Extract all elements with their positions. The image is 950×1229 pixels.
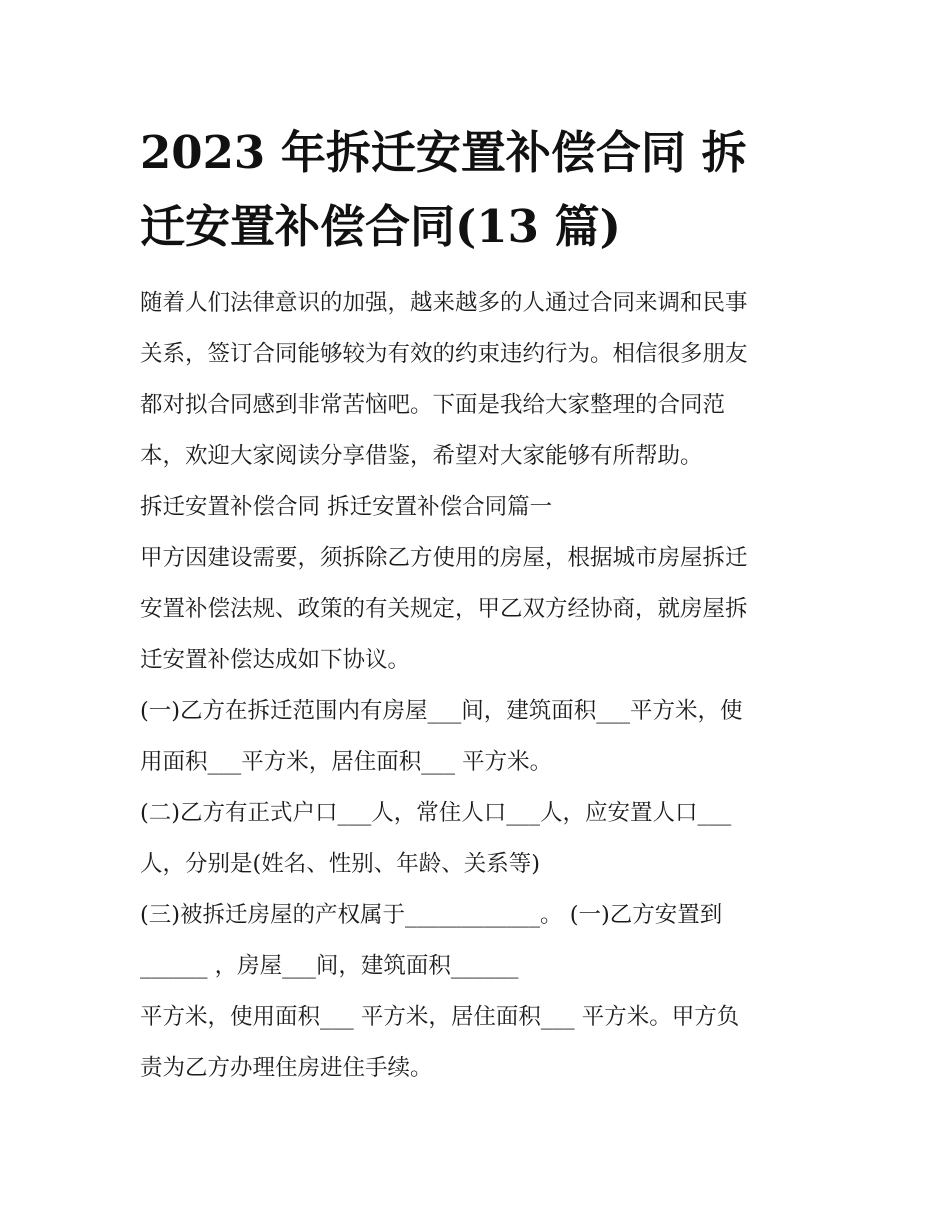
clause-line: 责为乙方办理住房进住手续。 xyxy=(140,1055,433,1081)
paragraph-line: 安置补偿法规、政策的有关规定，甲乙双方经协商，就房屋拆 xyxy=(140,596,748,622)
section-heading: 拆迁安置补偿合同 拆迁安置补偿合同篇一 xyxy=(140,494,553,520)
document-title xyxy=(140,116,820,264)
clause-line: (三)被拆迁房屋的产权属于____________。 (一)乙方安置到 xyxy=(140,902,723,928)
clause-line: 人，分别是(姓名、性别、年龄、关系等) xyxy=(140,851,541,877)
paragraph-line: 甲方因建设需要，须拆除乙方使用的房屋，根据城市房屋拆迁 xyxy=(140,545,748,571)
clause-line: 平方米，使用面积___ 平方米，居住面积___ 平方米。甲方负 xyxy=(140,1004,740,1030)
document-body xyxy=(140,278,820,1094)
clause-line: 用面积___平方米，居住面积___ 平方米。 xyxy=(140,749,553,775)
intro-paragraph-line: 随着人们法律意识的加强，越来越多的人通过合同来调和民事 xyxy=(140,290,748,316)
intro-paragraph-line: 本，欢迎大家阅读分享借鉴，希望对大家能够有所帮助。 xyxy=(140,443,703,469)
clause-line: ______ ，房屋___间，建筑面积______ xyxy=(140,953,519,979)
paragraph-line: 迁安置补偿达成如下协议。 xyxy=(140,647,411,673)
intro-paragraph-line: 关系，签订合同能够较为有效的约束违约行为。相信很多朋友 xyxy=(140,341,748,367)
title-line: 2023 年拆迁安置补偿合同 拆 xyxy=(140,126,747,179)
intro-paragraph-line: 都对拟合同感到非常苦恼吧。下面是我给大家整理的合同范 xyxy=(140,392,726,418)
clause-line: (一)乙方在拆迁范围内有房屋___间，建筑面积___平方米，使 xyxy=(140,698,743,724)
clause-line: (二)乙方有正式户口___人，常住人口___人，应安置人口___ xyxy=(140,800,732,826)
title-line: 迁安置补偿合同(13 篇) xyxy=(140,200,621,253)
